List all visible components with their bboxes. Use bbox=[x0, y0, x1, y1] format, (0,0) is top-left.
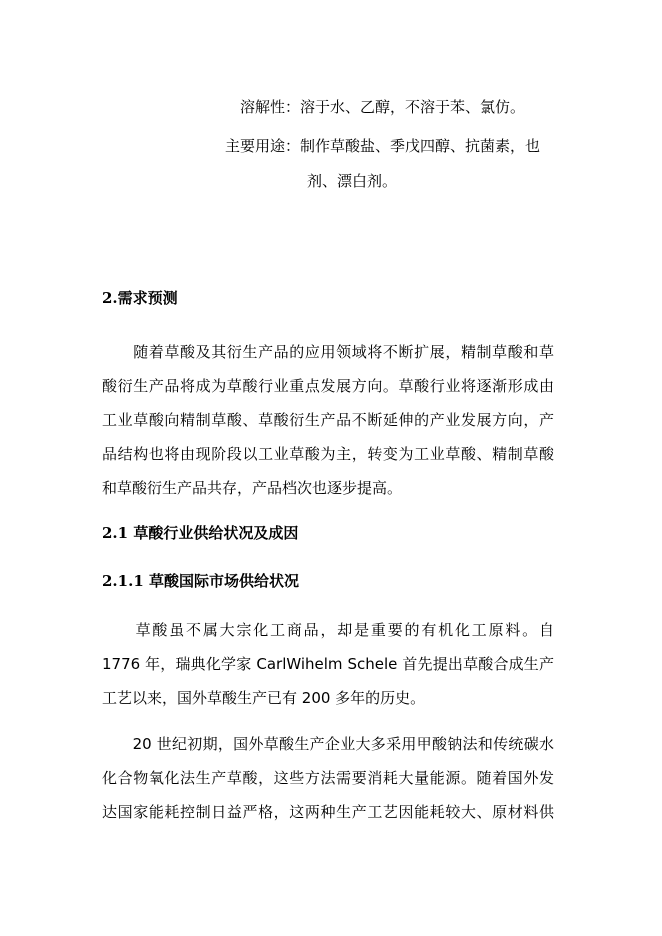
paragraph-line: 达国家能耗控制日益严格，这两种生产工艺因能耗较大、原材料供 bbox=[102, 803, 554, 821]
paragraph-line: 化合物氧化法生产草酸，这些方法需要消耗大量能源。随着国外发 bbox=[102, 769, 554, 787]
property-value: 制作草酸盐、季戊四醇、抗菌素，也 bbox=[300, 137, 541, 155]
paragraph-line: 随着草酸及其衍生产品的应用领域将不断扩展，精制草酸和草 bbox=[102, 343, 554, 361]
section-heading-2: 2.需求预测 bbox=[102, 289, 178, 307]
paragraph-line: 工艺以来，国外草酸生产已有 200 多年的历史。 bbox=[102, 689, 426, 707]
property-solubility bbox=[240, 97, 525, 117]
paragraph-line: 和草酸衍生产品共存，产品档次也逐步提高。 bbox=[102, 479, 403, 497]
property-main-use-continuation: 剂、漂白剂。 bbox=[307, 172, 398, 190]
property-label: 主要用途： bbox=[225, 137, 301, 155]
paragraph-line: 草酸虽不属大宗化工商品，却是重要的有机化工原料。自 bbox=[102, 621, 554, 639]
section-heading-2-1: 2.1 草酸行业供给状况及成因 bbox=[102, 524, 299, 542]
paragraph-line: 1776 年，瑞典化学家 CarlWihelm Schele 首先提出草酸合成生产 bbox=[102, 655, 554, 673]
property-value: 溶于水、乙醇，不溶于苯、氯仿。 bbox=[300, 98, 526, 116]
property-main-use bbox=[225, 136, 540, 156]
paragraph-line: 品结构也将由现阶段以工业草酸为主，转变为工业草酸、精制草酸 bbox=[102, 445, 554, 463]
paragraph-line: 酸衍生产品将成为草酸行业重点发展方向。草酸行业将逐渐形成由 bbox=[102, 377, 554, 395]
paragraph-line: 20 世纪初期，国外草酸生产企业大多采用甲酸钠法和传统碳水 bbox=[102, 735, 554, 753]
paragraph-line: 工业草酸向精制草酸、草酸衍生产品不断延伸的产业发展方向，产 bbox=[102, 411, 554, 429]
property-label: 溶解性： bbox=[240, 98, 301, 116]
section-heading-2-1-1: 2.1.1 草酸国际市场供给状况 bbox=[102, 572, 299, 590]
